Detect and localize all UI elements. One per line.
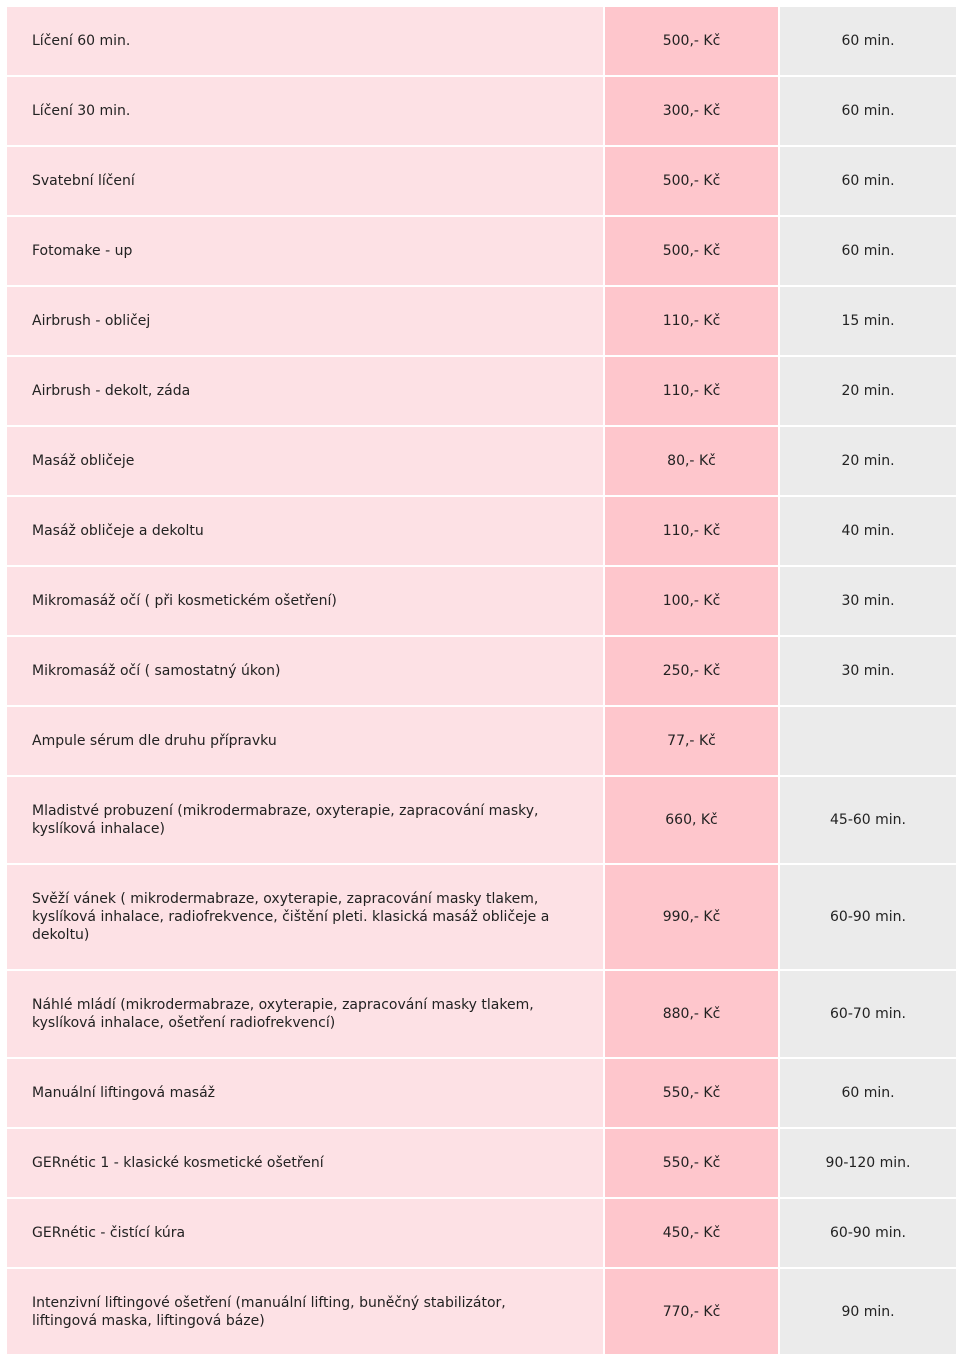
table-row xyxy=(7,357,956,425)
service-name: Mladistvé probuzení (mikrodermabraze, oxyterapie, zapracování masky, kyslíková inhalace) xyxy=(7,777,603,863)
service-name: Mikromasáž očí ( při kosmetickém ošetření) xyxy=(7,567,603,635)
service-price: 550,- Kč xyxy=(605,1059,778,1127)
service-name: Airbrush - obličej xyxy=(7,287,603,355)
service-duration: 60 min. xyxy=(780,1059,956,1127)
service-duration: 60 min. xyxy=(780,147,956,215)
price-list-body xyxy=(7,7,956,1354)
service-price: 250,- Kč xyxy=(605,637,778,705)
service-price: 80,- Kč xyxy=(605,427,778,495)
service-name: Manuální liftingová masáž xyxy=(7,1059,603,1127)
service-price: 990,- Kč xyxy=(605,865,778,969)
service-duration: 60-70 min. xyxy=(780,971,956,1057)
service-price: 660, Kč xyxy=(605,777,778,863)
service-price: 500,- Kč xyxy=(605,147,778,215)
service-duration: 45-60 min. xyxy=(780,777,956,863)
service-name: Intenzivní liftingové ošetření (manuální lifting, buněčný stabilizátor, liftingová maska, liftingová báze) xyxy=(7,1269,603,1354)
service-name: Ampule sérum dle druhu přípravku xyxy=(7,707,603,775)
service-price: 880,- Kč xyxy=(605,971,778,1057)
service-name: Líčení 30 min. xyxy=(7,77,603,145)
service-name: Líčení 60 min. xyxy=(7,7,603,75)
service-price: 300,- Kč xyxy=(605,77,778,145)
service-duration xyxy=(780,707,956,775)
table-row xyxy=(7,1199,956,1267)
service-duration: 30 min. xyxy=(780,637,956,705)
service-duration: 90 min. xyxy=(780,1269,956,1354)
service-price: 550,- Kč xyxy=(605,1129,778,1197)
service-name: Náhlé mládí (mikrodermabraze, oxyterapie, zapracování masky tlakem, kyslíková inhalace, ošetření radiofrekvencí) xyxy=(7,971,603,1057)
table-row xyxy=(7,147,956,215)
service-duration: 15 min. xyxy=(780,287,956,355)
service-duration: 60 min. xyxy=(780,7,956,75)
table-row xyxy=(7,497,956,565)
service-name: Mikromasáž očí ( samostatný úkon) xyxy=(7,637,603,705)
table-row xyxy=(7,77,956,145)
service-name: Svěží vánek ( mikrodermabraze, oxyterapie, zapracování masky tlakem, kyslíková inhalace, radiofrekvence, čištění pleti. klasická masáž obličeje a dekoltu) xyxy=(7,865,603,969)
service-name: Svatební líčení xyxy=(7,147,603,215)
service-duration: 30 min. xyxy=(780,567,956,635)
service-name: Fotomake - up xyxy=(7,217,603,285)
table-row xyxy=(7,567,956,635)
service-price: 77,- Kč xyxy=(605,707,778,775)
table-row xyxy=(7,707,956,775)
table-row xyxy=(7,1129,956,1197)
service-duration: 60 min. xyxy=(780,77,956,145)
service-price: 110,- Kč xyxy=(605,357,778,425)
service-duration: 90-120 min. xyxy=(780,1129,956,1197)
service-price: 500,- Kč xyxy=(605,7,778,75)
table-row xyxy=(7,287,956,355)
service-price: 100,- Kč xyxy=(605,567,778,635)
price-list-table xyxy=(5,5,958,1356)
service-duration: 60-90 min. xyxy=(780,1199,956,1267)
service-name: Masáž obličeje a dekoltu xyxy=(7,497,603,565)
service-price: 450,- Kč xyxy=(605,1199,778,1267)
service-duration: 40 min. xyxy=(780,497,956,565)
table-row xyxy=(7,637,956,705)
service-price: 770,- Kč xyxy=(605,1269,778,1354)
service-name: GERnétic - čistící kúra xyxy=(7,1199,603,1267)
service-duration: 20 min. xyxy=(780,357,956,425)
service-duration: 60 min. xyxy=(780,217,956,285)
table-row xyxy=(7,427,956,495)
table-row xyxy=(7,971,956,1057)
table-row xyxy=(7,217,956,285)
table-row xyxy=(7,865,956,969)
service-price: 110,- Kč xyxy=(605,287,778,355)
service-name: Airbrush - dekolt, záda xyxy=(7,357,603,425)
table-row xyxy=(7,1269,956,1354)
service-duration: 60-90 min. xyxy=(780,865,956,969)
service-price: 500,- Kč xyxy=(605,217,778,285)
table-row xyxy=(7,1059,956,1127)
service-name: GERnétic 1 - klasické kosmetické ošetření xyxy=(7,1129,603,1197)
service-duration: 20 min. xyxy=(780,427,956,495)
service-price: 110,- Kč xyxy=(605,497,778,565)
service-name: Masáž obličeje xyxy=(7,427,603,495)
table-row xyxy=(7,7,956,75)
table-row xyxy=(7,777,956,863)
